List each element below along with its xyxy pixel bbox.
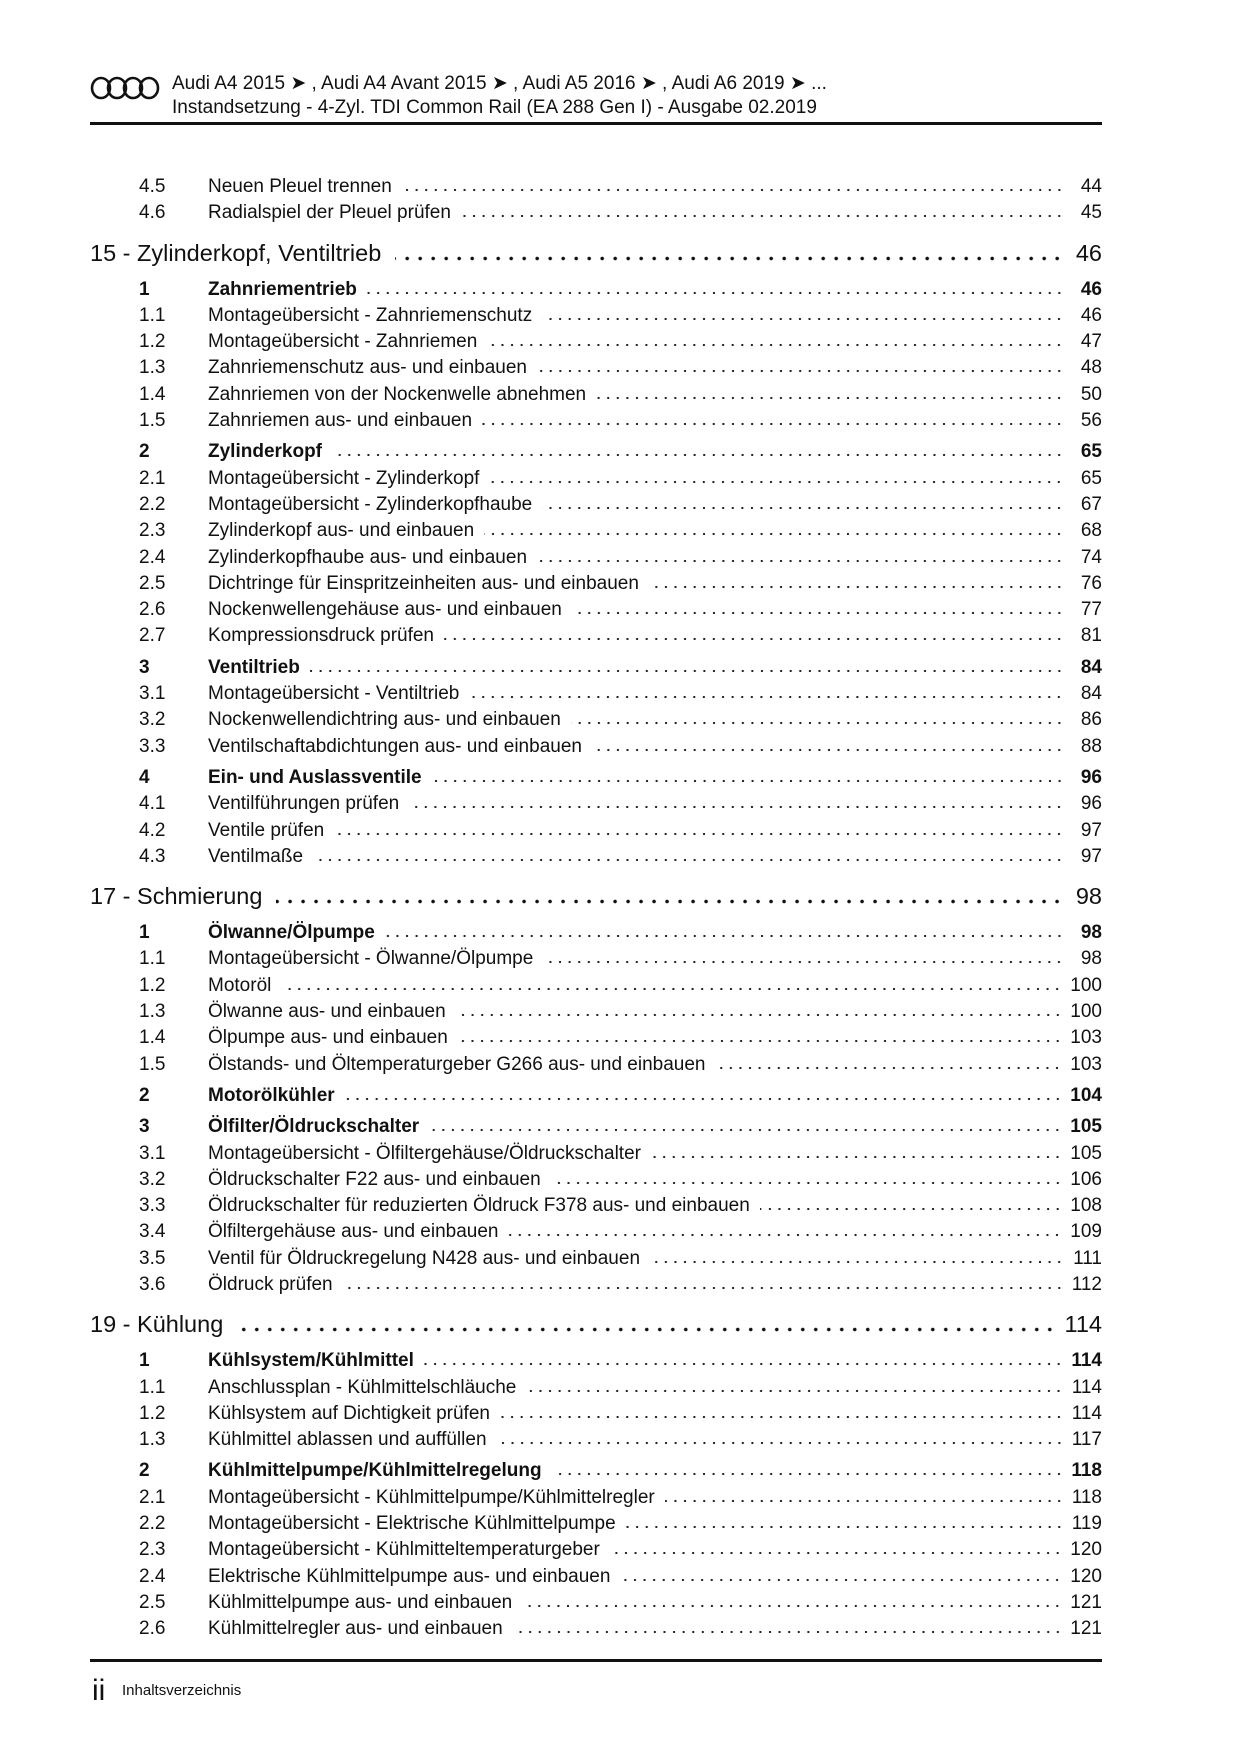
entry-number: 2.1 xyxy=(139,467,166,489)
entry-page: 97 xyxy=(1080,819,1102,841)
toc-entry[interactable] xyxy=(90,820,1102,846)
toc-entry[interactable] xyxy=(90,599,1102,625)
toc-entry[interactable] xyxy=(90,683,1102,709)
dot-leader xyxy=(551,1181,1063,1185)
entry-title: Montageübersicht - Ölwanne/Ölpumpe xyxy=(208,948,534,970)
entry-number: 1.4 xyxy=(139,1027,166,1049)
entry-title: 15 - Zylinderkopf, Ventiltrieb xyxy=(90,239,382,266)
dot-leader xyxy=(461,214,1064,218)
entry-page: 104 xyxy=(1070,1084,1102,1106)
entry-page: 81 xyxy=(1080,625,1102,647)
entry-title: Ölwanne aus- und einbauen xyxy=(208,1001,446,1023)
dot-leader xyxy=(513,1630,1063,1634)
toc-section[interactable] xyxy=(90,1085,1102,1111)
toc-entry[interactable] xyxy=(90,520,1102,546)
toc-entry[interactable] xyxy=(90,948,1102,974)
dot-leader xyxy=(543,960,1064,964)
dot-leader xyxy=(497,1441,1064,1445)
entry-page: 103 xyxy=(1070,1053,1102,1075)
entry-number: 4.6 xyxy=(139,202,166,224)
entry-number: 4.2 xyxy=(139,819,166,841)
entry-page: 68 xyxy=(1080,520,1102,542)
entry-page: 45 xyxy=(1080,202,1102,224)
dot-leader xyxy=(276,899,1064,904)
footer-label: Inhaltsverzeichnis xyxy=(122,1682,242,1699)
header-models: Audi A4 2015 ➤ , Audi A4 Avant 2015 ➤ , Audi A5 2016 ➤ , Audi A6 2019 ➤ ... xyxy=(172,73,827,94)
entry-page: 108 xyxy=(1070,1195,1102,1217)
dot-leader xyxy=(343,1286,1064,1290)
entry-title: Kühlsystem/Kühlmittel xyxy=(208,1350,414,1372)
toc-entry[interactable] xyxy=(90,494,1102,520)
dot-leader xyxy=(444,637,1064,641)
entry-title: Radialspiel der Pleuel prüfen xyxy=(208,202,451,224)
entry-page: 106 xyxy=(1070,1168,1102,1190)
dot-leader xyxy=(572,611,1064,615)
dot-leader xyxy=(522,1604,1062,1608)
toc-entry[interactable] xyxy=(90,1539,1102,1565)
entry-page: 121 xyxy=(1070,1591,1102,1613)
entry-page: 98 xyxy=(1075,883,1102,910)
entry-title: Öldruckschalter F22 aus- und einbauen xyxy=(208,1168,541,1190)
entry-page: 114 xyxy=(1071,1402,1102,1424)
entry-title: Kühlmittel ablassen und auffüllen xyxy=(208,1429,487,1451)
entry-number: 2.6 xyxy=(139,599,166,621)
entry-number: 1.2 xyxy=(139,331,166,353)
entry-title: Montageübersicht - Zahnriemenschutz xyxy=(208,304,533,326)
toc-section[interactable] xyxy=(90,1460,1102,1486)
toc-section[interactable] xyxy=(90,1116,1102,1142)
entry-page: 50 xyxy=(1080,383,1102,405)
dot-leader xyxy=(456,1013,1063,1017)
toc-entry[interactable] xyxy=(90,1027,1102,1053)
toc-entry[interactable] xyxy=(90,468,1102,494)
entry-number: 3.2 xyxy=(139,709,166,731)
entry-number: 1.1 xyxy=(139,304,166,326)
entry-number: 3.1 xyxy=(139,1142,166,1164)
dot-leader xyxy=(313,858,1064,862)
entry-page: 120 xyxy=(1070,1565,1102,1587)
toc-entry[interactable] xyxy=(90,1143,1102,1169)
entry-number: 2 xyxy=(139,441,150,463)
entry-number: 2.4 xyxy=(139,1565,166,1587)
toc-section[interactable] xyxy=(90,441,1102,467)
entry-page: 105 xyxy=(1070,1116,1102,1138)
entry-number: 2.5 xyxy=(139,572,166,594)
entry-number: 1.3 xyxy=(139,357,166,379)
entry-number: 1 xyxy=(139,1350,150,1372)
entry-title: Montageübersicht - Zylinderkopf xyxy=(208,467,480,489)
toc-chapter[interactable] xyxy=(90,240,1102,274)
entry-page: 105 xyxy=(1070,1142,1102,1164)
toc-entry[interactable] xyxy=(90,357,1102,383)
entry-page: 103 xyxy=(1070,1027,1102,1049)
entry-title: Montageübersicht - Ventiltrieb xyxy=(208,683,460,705)
toc-entry[interactable] xyxy=(90,793,1102,819)
entry-title: Zylinderkopf aus- und einbauen xyxy=(208,520,475,542)
dot-leader xyxy=(385,934,1064,938)
entry-title: Ölfiltergehäuse aus- und einbauen xyxy=(208,1221,499,1243)
entry-number: 2.2 xyxy=(139,1513,166,1535)
dot-leader xyxy=(596,396,1064,400)
toc-entry[interactable] xyxy=(90,1566,1102,1592)
entry-page: 112 xyxy=(1071,1273,1102,1295)
entry-number: 1.5 xyxy=(139,410,166,432)
entry-page: 48 xyxy=(1080,357,1102,379)
entry-title: Montageübersicht - Kühlmitteltemperaturgeber xyxy=(208,1539,600,1561)
dot-leader xyxy=(649,585,1064,589)
dot-leader xyxy=(610,1551,1062,1555)
dot-leader xyxy=(620,1578,1062,1582)
entry-title: Ventilführungen prüfen xyxy=(208,793,400,815)
entry-title: Ölstands- und Öltemperaturgeber G266 aus- und einbauen xyxy=(208,1053,706,1075)
toc-entry[interactable] xyxy=(90,736,1102,762)
dot-leader xyxy=(665,1499,1064,1503)
entry-number: 2.1 xyxy=(139,1486,166,1508)
entry-title: Kompressionsdruck prüfen xyxy=(208,625,434,647)
entry-page: 121 xyxy=(1070,1618,1102,1640)
entry-page: 97 xyxy=(1080,845,1102,867)
dot-leader xyxy=(395,256,1064,261)
entry-title: Motoröl xyxy=(208,974,272,996)
entry-title: Ölwanne/Ölpumpe xyxy=(208,922,375,944)
toc-entry[interactable] xyxy=(90,1001,1102,1027)
dot-leader xyxy=(592,748,1064,752)
toc-entry[interactable] xyxy=(90,975,1102,1001)
entry-page: 100 xyxy=(1070,974,1102,996)
entry-title: Öldruck prüfen xyxy=(208,1273,333,1295)
toc-entry[interactable] xyxy=(90,1195,1102,1221)
entry-number: 2 xyxy=(139,1084,150,1106)
dot-leader xyxy=(310,669,1064,673)
entry-page: 65 xyxy=(1080,441,1102,463)
dot-leader xyxy=(458,1039,1063,1043)
entry-title: Montageübersicht - Ölfiltergehäuse/Öldruckschalter xyxy=(208,1142,641,1164)
dot-leader xyxy=(281,987,1062,991)
entry-number: 3.4 xyxy=(139,1221,166,1243)
entry-title: Ventile prüfen xyxy=(208,819,325,841)
dot-leader xyxy=(345,1097,1063,1101)
toc-entry[interactable] xyxy=(90,305,1102,331)
entry-page: 117 xyxy=(1071,1429,1102,1451)
toc-entry[interactable] xyxy=(90,384,1102,410)
entry-number: 4.1 xyxy=(139,793,166,815)
entry-number: 4.3 xyxy=(139,845,166,867)
entry-page: 44 xyxy=(1080,176,1102,197)
toc-entry[interactable] xyxy=(90,625,1102,651)
toc-entry[interactable] xyxy=(90,1377,1102,1403)
dot-leader xyxy=(409,805,1064,809)
entry-number: 2.7 xyxy=(139,625,166,647)
entry-page: 46 xyxy=(1080,278,1102,300)
entry-title: Montageübersicht - Kühlmittelpumpe/Kühlmittelregler xyxy=(208,1486,655,1508)
dot-leader xyxy=(237,1327,1056,1332)
dot-leader xyxy=(424,1362,1063,1366)
entry-title: Ventil für Öldruckregelung N428 aus- und einbauen xyxy=(208,1247,641,1269)
toc-entry[interactable] xyxy=(90,1274,1102,1300)
toc-section[interactable] xyxy=(90,657,1102,683)
entry-page: 88 xyxy=(1080,735,1102,757)
entry-number: 4 xyxy=(139,766,150,788)
dot-leader xyxy=(484,532,1064,536)
entry-number: 2.2 xyxy=(139,493,166,515)
entry-number: 3 xyxy=(139,1116,150,1138)
entry-number: 3.1 xyxy=(139,683,166,705)
entry-page: 114 xyxy=(1064,1311,1102,1338)
entry-title: Kühlmittelpumpe aus- und einbauen xyxy=(208,1591,513,1613)
entry-page: 84 xyxy=(1080,683,1102,705)
table-of-contents xyxy=(90,176,1102,1645)
entry-title: Ventiltrieb xyxy=(208,656,300,678)
entry-title: Anschlussplan - Kühlmittelschläuche xyxy=(208,1376,517,1398)
entry-number: 1.2 xyxy=(139,974,166,996)
entry-page: 111 xyxy=(1073,1247,1102,1269)
entry-page: 56 xyxy=(1080,410,1102,432)
entry-number: 1.3 xyxy=(139,1001,166,1023)
entry-page: 46 xyxy=(1075,239,1102,266)
toc-entry[interactable] xyxy=(90,547,1102,573)
entry-page: 114 xyxy=(1071,1376,1102,1398)
entry-number: 2.4 xyxy=(139,546,166,568)
entry-page: 47 xyxy=(1080,331,1102,353)
dot-leader xyxy=(500,1415,1064,1419)
toc-entry[interactable] xyxy=(90,202,1102,228)
toc-entry[interactable] xyxy=(90,1403,1102,1429)
entry-number: 2.3 xyxy=(139,520,166,542)
entry-title: Zylinderkopf xyxy=(208,441,323,463)
entry-title: Montageübersicht - Zylinderkopfhaube xyxy=(208,493,533,515)
entry-page: 86 xyxy=(1080,709,1102,731)
entry-page: 119 xyxy=(1071,1513,1102,1535)
entry-page: 109 xyxy=(1070,1221,1102,1243)
entry-number: 2.6 xyxy=(139,1618,166,1640)
dot-leader xyxy=(526,1389,1063,1393)
entry-title: Dichtringe für Einspritzeinheiten aus- und einbauen xyxy=(208,572,639,594)
entry-page: 84 xyxy=(1080,656,1102,678)
dot-leader xyxy=(715,1066,1062,1070)
entry-page: 46 xyxy=(1080,304,1102,326)
entry-title: Nockenwellengehäuse aus- und einbauen xyxy=(208,599,562,621)
entry-page: 118 xyxy=(1071,1460,1102,1482)
entry-title: Kühlmittelpumpe/Kühlmittelregelung xyxy=(208,1460,542,1482)
entry-title: 19 - Kühlung xyxy=(90,1311,224,1338)
entry-page: 120 xyxy=(1070,1539,1102,1561)
toc-entry[interactable] xyxy=(90,1248,1102,1274)
toc-section[interactable] xyxy=(90,767,1102,793)
entry-number: 3.3 xyxy=(139,1195,166,1217)
toc-entry[interactable] xyxy=(90,1429,1102,1455)
entry-number: 1.2 xyxy=(139,1402,166,1424)
entry-number: 1.1 xyxy=(139,948,166,970)
entry-page: 118 xyxy=(1071,1486,1102,1508)
entry-page: 100 xyxy=(1070,1001,1102,1023)
dot-leader xyxy=(489,480,1064,484)
dot-leader xyxy=(469,695,1064,699)
toc-entry[interactable] xyxy=(90,709,1102,735)
dot-leader xyxy=(482,422,1064,426)
dot-leader xyxy=(508,1233,1062,1237)
dot-leader xyxy=(542,506,1064,510)
entry-number: 2.3 xyxy=(139,1539,166,1561)
toc-section[interactable] xyxy=(90,1350,1102,1376)
header-subtitle: Instandsetzung - 4-Zyl. TDI Common Rail (EA 288 Gen I) - Ausgabe 02.2019 xyxy=(172,97,817,118)
entry-title: Zahnriementrieb xyxy=(208,278,357,300)
toc-entry[interactable] xyxy=(90,1592,1102,1618)
toc-section[interactable] xyxy=(90,922,1102,948)
toc-entry[interactable] xyxy=(90,410,1102,436)
toc-section[interactable] xyxy=(90,279,1102,305)
entry-title: Ventilschaftabdichtungen aus- und einbauen xyxy=(208,735,582,757)
entry-number: 3 xyxy=(139,656,150,678)
entry-number: 1.4 xyxy=(139,383,166,405)
entry-page: 65 xyxy=(1080,467,1102,489)
toc-entry[interactable] xyxy=(90,1221,1102,1247)
toc-entry[interactable] xyxy=(90,846,1102,872)
entry-page: 98 xyxy=(1080,948,1102,970)
entry-title: Ölfilter/Öldruckschalter xyxy=(208,1116,420,1138)
entry-number: 1.3 xyxy=(139,1429,166,1451)
entry-title: Kühlsystem auf Dichtigkeit prüfen xyxy=(208,1402,490,1424)
dot-leader xyxy=(432,779,1064,783)
audi-rings-logo xyxy=(90,76,160,100)
entry-number: 2 xyxy=(139,1460,150,1482)
toc-entry[interactable] xyxy=(90,1487,1102,1513)
entry-number: 3.5 xyxy=(139,1247,166,1269)
dot-leader xyxy=(760,1207,1063,1211)
entry-title: Ventilmaße xyxy=(208,845,304,867)
dot-leader xyxy=(626,1525,1064,1529)
header-rule xyxy=(90,122,1102,125)
dot-leader xyxy=(402,188,1064,192)
entry-title: Ölpumpe aus- und einbauen xyxy=(208,1027,448,1049)
entry-title: Montageübersicht - Zahnriemen xyxy=(208,331,478,353)
entry-number: 1.5 xyxy=(139,1053,166,1075)
toc-chapter[interactable] xyxy=(90,1311,1102,1345)
entry-title: Neuen Pleuel trennen xyxy=(208,176,392,197)
dot-leader xyxy=(332,453,1064,457)
entry-title: Nockenwellendichtring aus- und einbauen xyxy=(208,709,561,731)
dot-leader xyxy=(651,1155,1062,1159)
entry-title: Kühlmittelregler aus- und einbauen xyxy=(208,1618,503,1640)
toc-entry[interactable] xyxy=(90,1513,1102,1539)
entry-number: 2.5 xyxy=(139,1591,166,1613)
entry-title: Elektrische Kühlmittelpumpe aus- und einbauen xyxy=(208,1565,611,1587)
entry-title: Ein- und Auslassventile xyxy=(208,766,422,788)
entry-title: Zahnriemen von der Nockenwelle abnehmen xyxy=(208,383,587,405)
entry-title: Motorölkühler xyxy=(208,1084,335,1106)
dot-leader xyxy=(487,343,1064,347)
footer-page-number: ii xyxy=(92,1674,106,1707)
dot-leader xyxy=(367,291,1064,295)
dot-leader xyxy=(537,369,1064,373)
entry-title: Zahnriemen aus- und einbauen xyxy=(208,410,473,432)
toc-entry[interactable] xyxy=(90,1054,1102,1080)
dot-leader xyxy=(429,1128,1062,1132)
toc-entry[interactable] xyxy=(90,1169,1102,1195)
toc-entry[interactable] xyxy=(90,331,1102,357)
entry-number: 1 xyxy=(139,922,150,944)
entry-number: 3.3 xyxy=(139,735,166,757)
dot-leader xyxy=(334,832,1064,836)
entry-number: 1 xyxy=(139,278,150,300)
entry-title: Montageübersicht - Elektrische Kühlmittelpumpe xyxy=(208,1513,616,1535)
dot-leader xyxy=(542,317,1064,321)
entry-page: 74 xyxy=(1080,546,1102,568)
toc-entry[interactable] xyxy=(90,573,1102,599)
toc-chapter[interactable] xyxy=(90,883,1102,917)
entry-page: 114 xyxy=(1071,1350,1102,1372)
entry-number: 1.1 xyxy=(139,1376,166,1398)
dot-leader xyxy=(650,1260,1064,1264)
entry-title: 17 - Schmierung xyxy=(90,883,263,910)
entry-number: 4.5 xyxy=(139,176,166,197)
dot-leader xyxy=(552,1472,1064,1476)
entry-page: 96 xyxy=(1080,766,1102,788)
entry-title: Zylinderkopfhaube aus- und einbauen xyxy=(208,546,528,568)
entry-title: Zahnriemenschutz aus- und einbauen xyxy=(208,357,527,379)
dot-leader xyxy=(571,721,1064,725)
footer-rule xyxy=(90,1659,1102,1662)
entry-page: 98 xyxy=(1080,922,1102,944)
entry-page: 77 xyxy=(1080,599,1102,621)
entry-title: Öldruckschalter für reduzierten Öldruck F378 aus- und einbauen xyxy=(208,1195,750,1217)
entry-page: 96 xyxy=(1080,793,1102,815)
entry-number: 3.2 xyxy=(139,1168,166,1190)
entry-page: 67 xyxy=(1080,493,1102,515)
toc-entry[interactable] xyxy=(90,1618,1102,1644)
dot-leader xyxy=(537,559,1064,563)
entry-number: 3.6 xyxy=(139,1273,166,1295)
toc-entry[interactable] xyxy=(90,176,1102,202)
entry-page: 76 xyxy=(1080,572,1102,594)
